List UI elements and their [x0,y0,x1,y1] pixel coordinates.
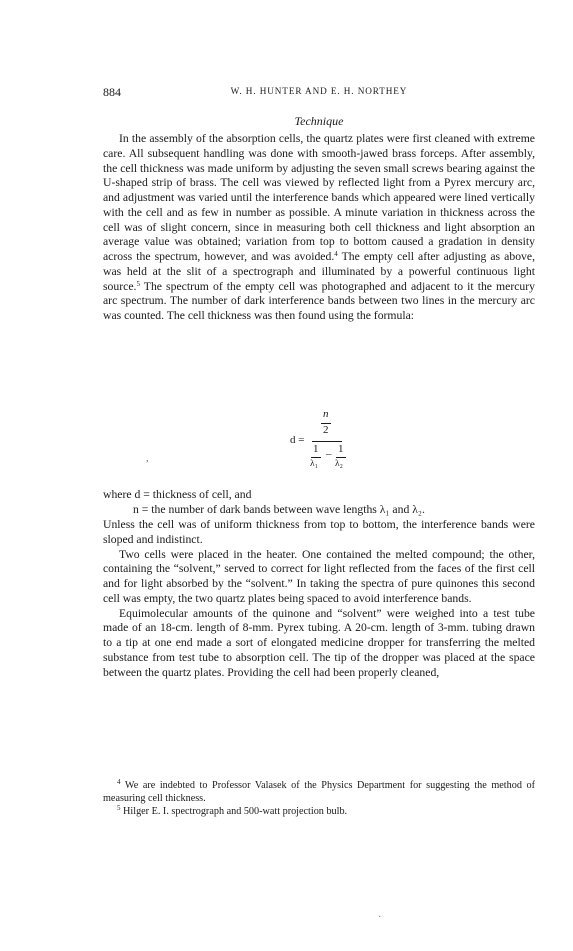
stray-dot: · [378,912,382,923]
formula-n: n [323,408,329,420]
paragraph-equimolecular: Equimolecular amounts of the quinone and “solvent” were weighed into a test tube made of an 18-cm. length of 8-mm. Pyrex tubing. A 20-cm. length of 3-mm. tubing drawn to a tip at one end made a sort of elongated medicine dropper for transferring the melted substance from test tube to absorption cell. The tip of the dropper was placed at the space between the quartz plates. Providing the cell had been properly cleaned, [103,606,535,679]
footnote-5-mark: 5 [117,804,121,812]
body-text-top [103,132,535,324]
formula-left-bar [311,457,321,458]
formula-one-left: 1 [313,443,319,455]
thickness-formula [268,408,358,478]
footnote-4 [103,779,535,805]
formula-minus: – [326,448,332,460]
running-header-authors: W. H. HUNTER AND E. H. NORTHEY [230,86,408,96]
footnote-5-text: Hilger E. I. spectrograph and 500-watt projection bulb. [120,806,348,817]
paragraph-assembly-text-a: In the assembly of the absorption cells, the quartz plates were first cleaned with extreme care. All subsequent handling was done with smooth-jawed brass forceps. After assembly, the cell thickness was made uniform by adjusting the seven small screws bearing against the U-shaped strip of brass. The cell was viewed by reflected light from a Pyrex mercury arc, and adjustment was varied until the interference bands which appeared were lined vertically with the cell and as few in number as possible. A minute variation in thickness across the cell was of slight concern, since in measuring both cell thickness and light absorption an average value was obtained; variation from top to bottom caused a gradation in density across the spectrum, however, and was avoided. [103,132,535,263]
footnote-ref-4: 4 [334,250,338,258]
section-heading: Technique [294,114,344,128]
paragraph-assembly-text-b: The empty cell after adjusting as above, was held at the slit of a spectrograph and illuminated by a powerful continuous light source. [103,250,535,293]
formula-lambda2: λ₂ [335,459,343,469]
footnote-ref-5: 5 [136,279,140,288]
formula-two: 2 [323,424,329,436]
definition-d: where d = thickness of cell, and [103,488,252,501]
footnote-4-mark: 4 [117,778,121,786]
variable-definitions [103,488,535,518]
stray-mark: , [146,453,149,464]
footnotes [103,779,535,818]
formula-right-bar [336,457,346,458]
footnote-4-text: We are indebted to Professor Valasek of the Physics Department for suggesting the method of measuring cell thickness. [103,780,535,804]
paragraph-two-cells: Two cells were placed in the heater. One contained the melted compound; the other, containing the “solvent,” served to correct for light reflected from the faces of the first cell and for light absorbed by the “solvent.” In taking the spectra of pure quinones this second cell was empty, the two quartz plates being spaced to avoid interference bands. [103,547,535,605]
formula-one-right: 1 [338,443,344,455]
definition-n: n = the number of dark bands between wave lengths λ₁ and λ₂. [133,502,425,516]
formula-lhs: d = [290,434,305,446]
formula-lambda1: λ₁ [310,459,318,469]
paragraph-assembly [103,132,535,324]
running-header [103,85,535,101]
formula-main-bar [312,441,342,442]
page-number: 884 [103,85,121,99]
footnote-5 [103,805,535,818]
paragraph-assembly-text-c: The spectrum of the empty cell was photographed and adjacent to it the mercury arc spectrum. The number of dark interference bands between two lines in the mercury arc was counted. The cell thickness was then found using the formula: [103,279,535,322]
body-text-bottom [103,518,535,680]
paragraph-uniform: Unless the cell was of uniform thickness from top to bottom, the interference bands were sloped and indistinct. [103,518,535,546]
